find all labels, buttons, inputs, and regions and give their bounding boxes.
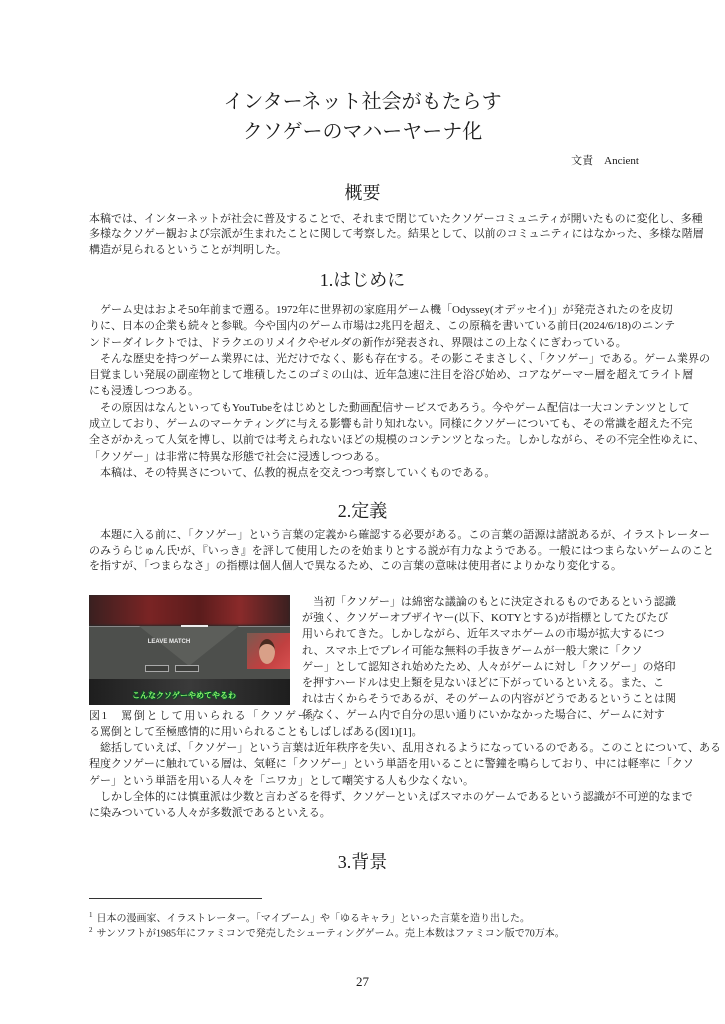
figure-webcam xyxy=(247,633,290,669)
footnote-2 xyxy=(89,924,565,940)
paragraph xyxy=(89,351,710,400)
paragraph xyxy=(89,740,721,789)
text-line: にも浸透しつつある。 xyxy=(89,385,199,398)
figure-button-left xyxy=(145,665,169,672)
text-line: その原因はなんといってもYouTubeをはじめとした動画配信サービスであろう。今やゲーム配信は一大コンテンツとして xyxy=(100,401,690,414)
abstract-heading: 概要 xyxy=(344,183,381,203)
intro-body xyxy=(89,302,710,481)
author: 文責 Ancient xyxy=(571,155,639,167)
paragraph xyxy=(89,528,714,575)
text-line: 「クソゲー」は非常に特異な形態で社会に浸透しつつある。 xyxy=(89,450,386,463)
text-line: 構造が見られるということが判明した。 xyxy=(89,243,287,256)
intro-heading: 1.はじめに xyxy=(319,270,406,290)
footnote-divider xyxy=(89,898,262,899)
paragraph xyxy=(89,724,637,740)
text-line: れは古くからそうであるが、そのゲームの内容がどうであるということは関 xyxy=(302,693,676,706)
text-line: ゲー」という単語を用いる人々を「ニワカ」として嘲笑する人も少なくない。 xyxy=(89,774,474,787)
text-line: 本稿は、その特異さについて、仏教的視点を交えつつ考察していくものである。 xyxy=(100,466,496,479)
footnote-text: サンソフトが1985年にファミコンで発売したシューティングゲーム。売上本数はファミコン版で70万本。 xyxy=(96,928,565,940)
figure-subtitle: こんなクソゲーやめてやるわ xyxy=(132,691,236,700)
text-line: 程度クソゲーに触れている層は、気軽に「クソゲー」という単語を用いることに警鐘を鳴らしており、中には軽率に「クソ xyxy=(89,758,694,771)
page-number: 27 xyxy=(356,974,369,989)
text-line: しかし全体的には慎重派は少数と言わざるを得ず、クソゲーといえばスマホのゲームであるという認識が不可逆的なまで xyxy=(100,790,693,803)
figure-image xyxy=(89,595,290,705)
abstract-body xyxy=(89,212,704,258)
definition-continued-text xyxy=(89,724,721,821)
footnote-text: 日本の漫画家、イラストレーター。「マイブーム」や「ゆるキャラ」といった言葉を造り出した。 xyxy=(96,913,530,925)
text-line: を押すハードルは史上類を見ないほどに下がっているといえる。また、こ xyxy=(302,676,665,689)
text-line: 全さがかえって人気を博し、以前では考えられないほどの規模のコンテンツとなった。しかしながら、その不完全性ゆえに、 xyxy=(89,434,705,447)
paragraph xyxy=(89,400,705,465)
text-line: れ、スマホ上でプレイ可能な無料の手抜きゲームが一般大衆に「クソ xyxy=(302,644,643,657)
text-line: 多様なクソゲー観および宗派が生まれたことに関して考察した。結果として、以前のコミュニティにはなかった、多様な階層 xyxy=(89,228,704,241)
text-line: 当初「クソゲー」は綿密な議論のもとに決定されるものであるという認識 xyxy=(313,596,676,608)
paragraph xyxy=(89,789,693,821)
text-line: ゲー」として認知され始めたため、人々がゲームに対し「クソゲー」の烙印 xyxy=(302,660,676,673)
text-line: ゲーム史はおよそ50年前まで遡る。1972年に世界初の家庭用ゲーム機「Odyssey(オデッセイ)」が発売されたのを皮切 xyxy=(100,304,673,316)
text-line: を指すが、「つまらなさ」の指標は個人個人で異なるため、この言葉の意味は使用者によりかなり変化する。 xyxy=(89,560,623,573)
paragraph xyxy=(89,465,637,481)
text-line: 目覚ましい発展の副産物として堆積したこのゴミの山は、近年急速に注目を浴び始め、コアなゲーマー層を超えてライト層 xyxy=(89,369,694,382)
definition-column-text xyxy=(302,594,676,724)
definition-body xyxy=(89,528,714,575)
text-line: に染みついている人々が多数派であるといえる。 xyxy=(89,806,331,819)
text-line: が強く、クソゲーオブザイヤー(以下、KOTYとする)が指標としてたびたび xyxy=(302,612,669,625)
figure-face xyxy=(259,639,275,664)
text-line: 用いられてきた。しかしながら、近年スマホゲームの市場が拡大するにつ xyxy=(302,628,665,641)
text-line: そんな歴史を持つゲーム業界には、光だけでなく、影も存在する。その影こそまさしく、「クソゲー」である。ゲーム業界の xyxy=(100,352,710,365)
text-line: 本題に入る前に、「クソゲー」という言葉の定義から確認する必要がある。この言葉の語源は諸説あるが、イラストレーター xyxy=(100,529,711,541)
title-line-1: インターネット社会がもたらす xyxy=(223,91,502,113)
figure-panel-highlight xyxy=(181,625,208,627)
title-line-2: クソゲーのマハーヤーナ化 xyxy=(242,121,483,143)
text-line: ンドーダイレクトでは、ドラクエのリメイクやゼルダの新作が発表され、界隈はこの上なくにぎわっている。 xyxy=(89,336,627,349)
footnote-1 xyxy=(89,909,530,925)
paragraph xyxy=(89,212,704,258)
text-line: のみうらじゅん氏¹が、『いっき』を評して使用したのを始まりとする説が有力なようである。一般にはつまらないゲームのこと xyxy=(89,544,714,557)
text-line: 成立しており、ゲームのマーケティングに与える影響も計り知れない。同様にクソゲーについても、その常識を超えた不完 xyxy=(89,418,693,431)
paragraph xyxy=(89,302,676,351)
footnote-mark: 2 xyxy=(89,926,93,934)
figure-caption: 図1 罵倒として用いられる「クソゲー」 xyxy=(89,710,323,722)
text-line: 総括していえば、「クソゲー」という言葉は近年秩序を失い、乱用されるようになっているのである。このことについて、ある xyxy=(100,742,721,755)
text-line: 係なく、ゲーム内で自分の思い通りにいかなかった場合に、ゲームに対す xyxy=(302,709,665,722)
text-line: りに、日本の企業も続々と参戦。今や国内のゲーム市場は2兆円を超え、この原稿を書いている前日(2024/6/18)のニンテ xyxy=(89,320,676,333)
figure-panel-shape xyxy=(139,626,239,666)
text-line: 本稿では、インターネットが社会に普及することで、それまで閉じていたクソゲーコミュニティが開いたものに変化し、多種 xyxy=(89,213,703,225)
figure-background-top xyxy=(89,595,290,625)
figure-screen-text: LEAVE MATCH xyxy=(147,639,191,645)
paragraph xyxy=(302,594,676,724)
definition-heading: 2.定義 xyxy=(337,501,388,521)
text-line: る罵倒として至極感情的に用いられることもしばしばある(図1)[1]。 xyxy=(89,726,423,738)
footnote-mark: 1 xyxy=(89,911,93,919)
figure-button-right xyxy=(175,665,199,672)
background-heading: 3.背景 xyxy=(337,852,388,872)
